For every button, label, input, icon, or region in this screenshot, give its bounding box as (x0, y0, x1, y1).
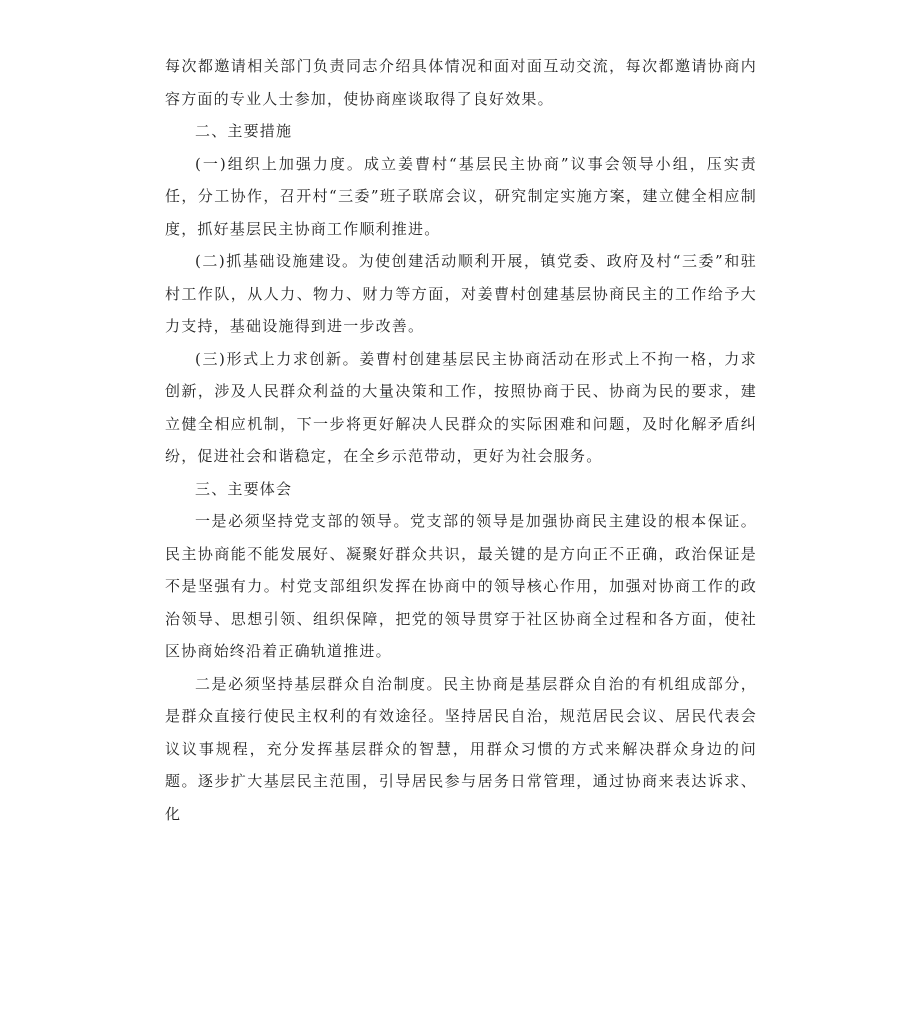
paragraph-party-leadership: 一是必须坚持党支部的领导。党支部的领导是加强协商民主建设的根本保证。民主协商能不能发展好、凝聚好群众共识，最关键的是方向正不正确，政治保证是不是坚强有力。村党支部组织发挥在协商中的领导核心作用，加强对协商工作的政治领导、思想引领、组织保障，把党的领导贯穿于社区协商全过程和各方面，使社区协商始终沿着正确轨道推进。 (165, 512, 757, 660)
section-heading-main-experience: 三、主要体会 (195, 479, 293, 498)
paragraph-continuation: 每次都邀请相关部门负责同志介绍具体情况和面对面互动交流，每次都邀请协商内容方面的专业人士参加，使协商座谈取得了良好效果。 (165, 57, 757, 108)
paragraph-organization: (一)组织上加强力度。成立姜曹村“基层民主协商”议事会领导小组，压实责任，分工协作，召开村“三委”班子联席会议，研究制定实施方案，建立健全相应制度，抓好基层民主协商工作顺利推进。 (165, 154, 757, 238)
paragraph-infrastructure: (二)抓基础设施建设。为使创建活动顺利开展，镇党委、政府及村“三委”和驻村工作队，从人力、物力、财力等方面，对姜曹村创建基层协商民主的工作给予大力支持，基础设施得到进一步改善。 (165, 252, 757, 335)
paragraph-innovation: (三)形式上力求创新。姜曹村创建基层民主协商活动在形式上不拘一格，力求创新，涉及人民群众利益的大量决策和工作，按照协商于民、协商为民的要求，建立健全相应机制，下一步将更好解决人民群众的实际困难和问题，及时化解矛盾纠纷，促进社会和谐稳定，在全乡示范带动，更好为社会服务。 (165, 349, 757, 465)
section-heading-main-measures: 二、主要措施 (195, 122, 293, 140)
paragraph-self-governance: 二是必须坚持基层群众自治制度。民主协商是基层群众自治的有机组成部分，是群众直接行使民主权利的有效途径。坚持居民自治，规范居民会议、居民代表会议议事规程，充分发挥基层群众的智慧，用群众习惯的方式来解决群众身边的问题。逐步扩大基层民主范围，引导居民参与居务日常管理，通过协商来表达诉求、化 (165, 674, 757, 823)
document-body (165, 50, 757, 830)
